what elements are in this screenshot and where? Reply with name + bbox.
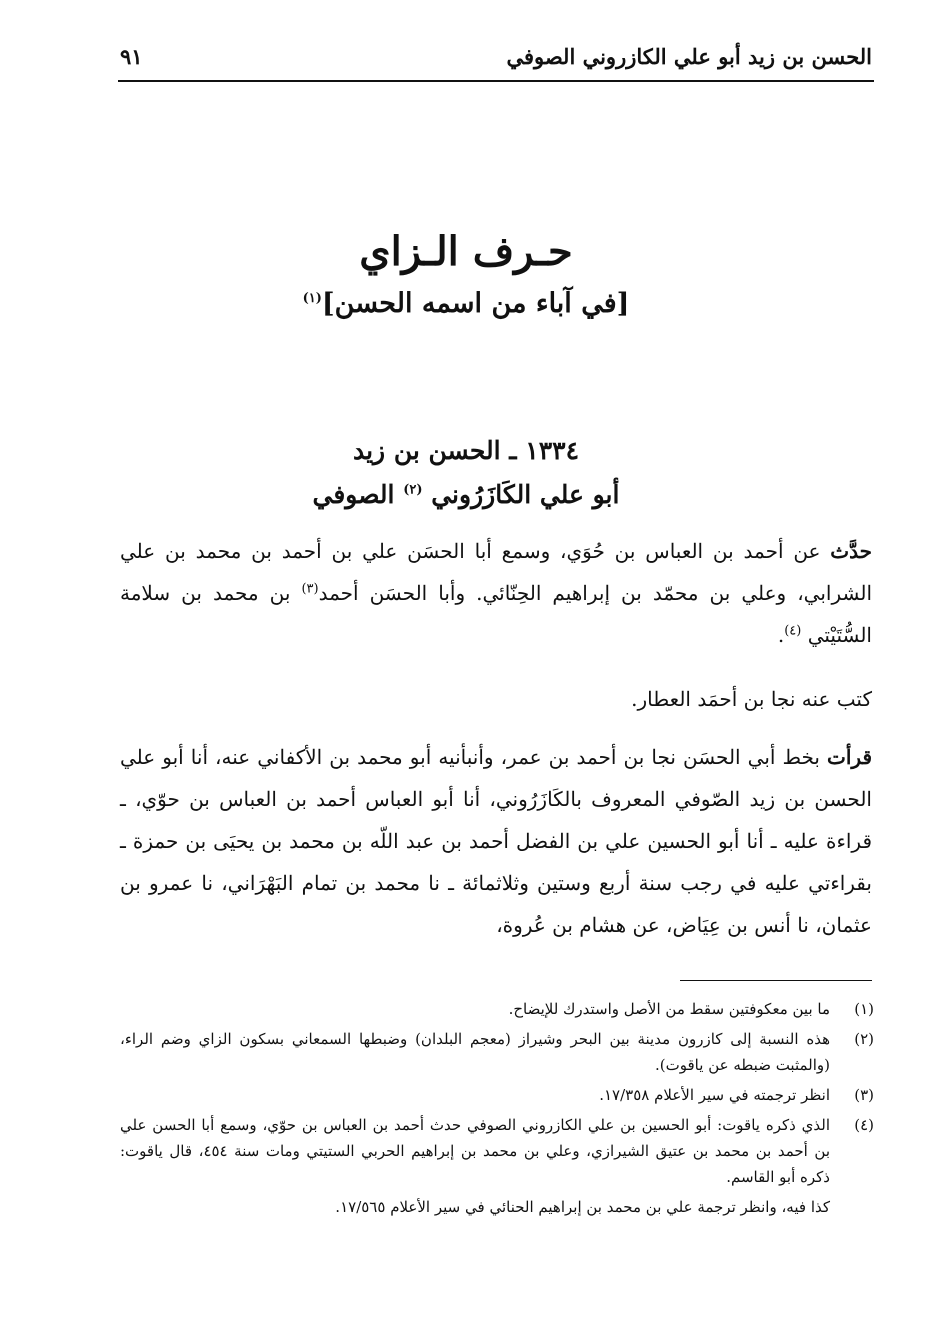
- paragraph-students: [120, 678, 872, 720]
- entry-heading-kunya: [0, 480, 932, 509]
- footnote: [120, 996, 874, 1022]
- paragraph-text: عن أحمد بن العباس بن حُوَي، وسمع أبا الحسَن علي بن أحمد بن محمد بن علي الشرابي، وعلي بن محمّد بن إبراهيم الحِنّائي. وأبا الحسَن أحمد: [120, 539, 873, 605]
- footnote-number: (٢): [854, 1030, 874, 1048]
- footnote-number: (٣): [854, 1086, 874, 1104]
- chapter-subtitle: [0, 288, 932, 319]
- paragraph-lead-word: قرأت: [827, 745, 873, 769]
- footnote-text: هذه النسبة إلى كازرون مدينة بين البحر وشيراز (معجم البلدان) وضبطها السمعاني بسكون الزاي وضم الراء، (والمثبت ضبطه عن ياقوت).: [120, 1030, 830, 1074]
- paragraph-lead-word: حدَّث: [830, 539, 872, 563]
- footnote-continuation: كذا فيه، وانظر ترجمة علي بن محمد بن إبراهيم الحنائي في سير الأعلام ١٧/٥٦٥.: [335, 1198, 830, 1216]
- footnote: [120, 1082, 874, 1108]
- footnote: [120, 1026, 874, 1078]
- entry-heading-number-name: ١٣٣٤ ـ الحسن بن زيد: [352, 436, 580, 465]
- page-number: ٩١: [120, 44, 143, 69]
- paragraph-isnad: [120, 736, 872, 946]
- footnote-number: (٤): [854, 1116, 874, 1134]
- footnote-separator: [680, 980, 872, 981]
- footnote-number: (١): [854, 1000, 874, 1018]
- footnote-text: انظر ترجمته في سير الأعلام ١٧/٣٥٨.: [599, 1086, 830, 1104]
- paragraph-end: .: [777, 623, 785, 647]
- footnote-ref-2: (٢): [403, 482, 423, 498]
- footnote-text: ما بين معكوفتين سقط من الأصل واستدرك للإيضاح.: [508, 1000, 830, 1018]
- header-rule: [118, 80, 874, 82]
- footnote-text: الذي ذكره ياقوت: أبو الحسين بن علي الكازروني الصوفي حدث أحمد بن العباس بن حوّي، وسمع أبا الحسن علي بن أحمد بن محمد بن عتيق الشيرازي، وعلي بن محمد بن إبراهيم الحربي الستيتي ومات سنة ٤٥٤، قال ياقوت: ذكره أبو القاسم.: [120, 1116, 830, 1186]
- entry-heading-kunya-a: أبو علي الكَازَرُوني: [431, 480, 620, 509]
- running-title: الحسن بن زيد أبو علي الكازروني الصوفي: [506, 44, 872, 69]
- chapter-subtitle-text: [في آباء من اسمه الحسن]: [321, 288, 630, 319]
- footnote-ref-1: (١): [302, 291, 322, 306]
- footnote: [120, 1112, 874, 1190]
- footnote-ref-4: (٤): [784, 623, 802, 639]
- entry-heading-kunya-b: الصوفي: [312, 480, 395, 509]
- paragraph-text: بخط أبي الحسَن نجا بن أحمد بن عمر، وأنبأنيه أبو محمد بن الأكفاني عنه، أنا أبو علي الحسن بن زيد الصّوفي المعروف بالكَازَرُوني، أنا أبو العباس أحمد بن العباس بن حوّي، ـ قراءة عليه ـ أنا أبو الحسين علي بن الفضل أحمد بن عبد اللّه بن محمد بن يحيَى بن حمزة ـ بقراءتي عليه في رجب سنة أربع وستين وثلاثمائة ـ نا محمد بن تمام البَهْرَاني، نا عمرو بن عثمان، نا أنس بن عِيَاض، عن هشام بن عُروة،: [120, 745, 872, 937]
- paragraph-text: بن محمد بن سلامة السُّتَيْتي: [120, 581, 872, 647]
- footnote-ref-3: (٣): [301, 581, 319, 597]
- footnotes: [120, 996, 874, 1220]
- paragraph-narration: [120, 530, 872, 656]
- chapter-title: حـرف الـزاي: [359, 228, 573, 275]
- paragraph-text: كتب عنه نجا بن أحمَد العطار.: [631, 687, 872, 711]
